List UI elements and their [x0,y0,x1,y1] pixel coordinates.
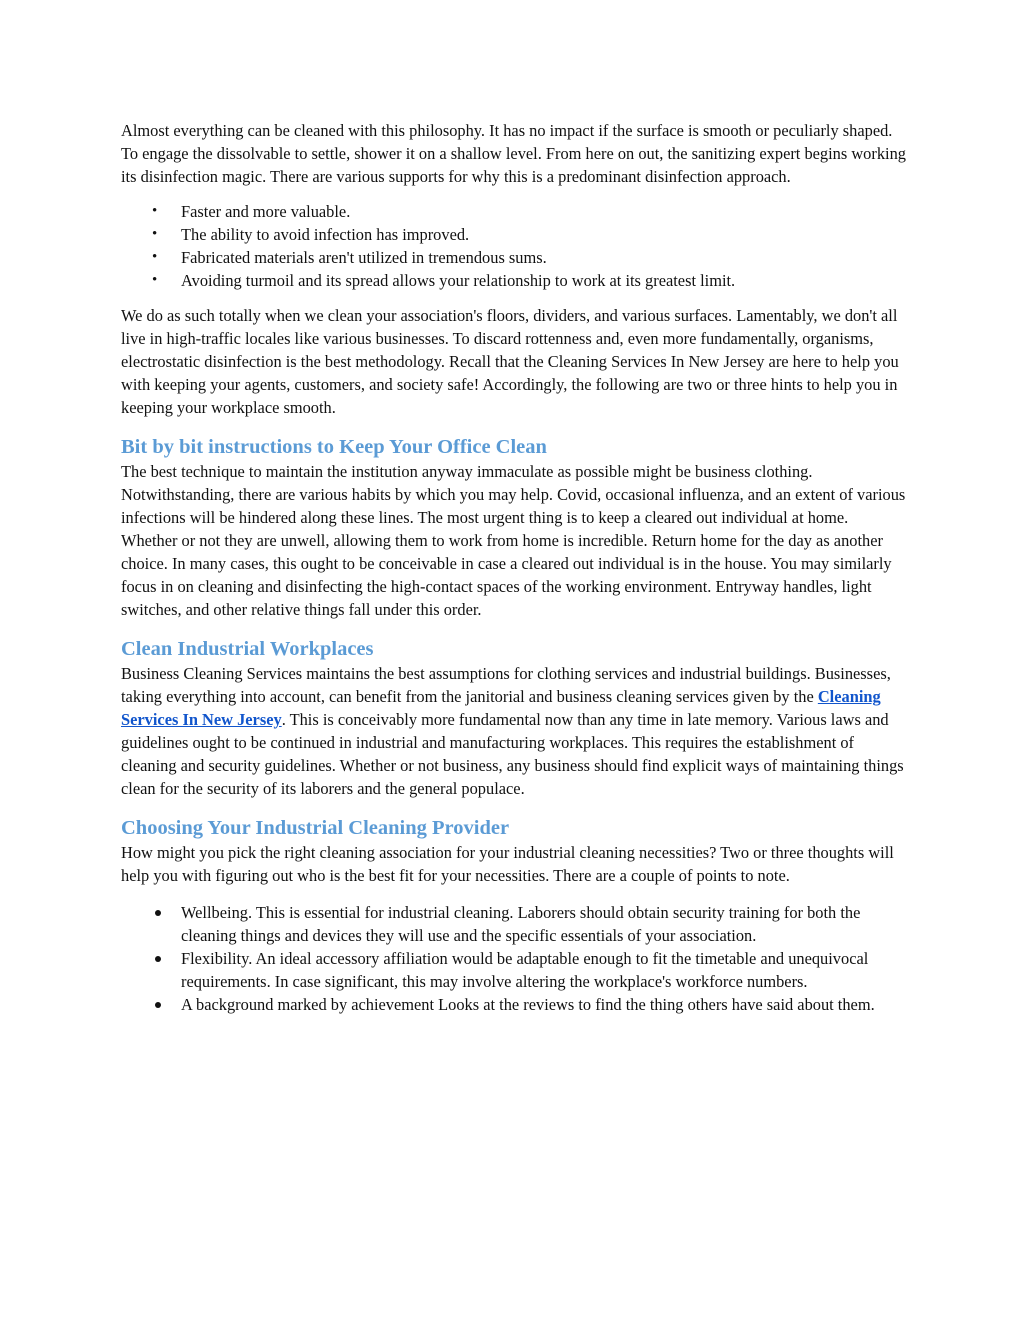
list-item: • The ability to avoid infection has improved. [152,225,470,244]
list-item: A background marked by achievement Looks at the reviews to find the thing others have said about them. [121,993,906,1016]
bullet-icon: • [152,249,158,265]
list-item: • Avoiding turmoil and its spread allows your relationship to work at its greatest limit. [152,271,736,290]
section-heading: Clean Industrial Workplaces [121,638,374,660]
bullet-icon: • [152,203,158,219]
bullet-icon: • [152,272,158,288]
cleaning-services-link[interactable]: Cleaning Services In New Jersey [121,687,881,729]
section-body: Business Cleaning Services maintains the best assumptions for clothing services and industrial buildings. Businesses, taking everything into account, can benefit from the janitorial and business cleaning services given by the Cleaning Services In New Jersey. This is conceivably more fundamental now than any time in late memory. Various laws and guidelines ought to be continued in industrial and manufacturing workplaces. This requires the establishment of cleaning and security guidelines. Whether or not business, any business should find explicit ways of maintaining things clean for the security of its laborers and the general populace. [121,664,904,798]
section-heading: Bit by bit instructions to Keep Your Office Clean [121,436,547,458]
provider-criteria-list [121,901,906,1016]
list-item: • Fabricated materials aren't utilized in tremendous sums. [152,248,547,267]
section-office [121,435,906,621]
benefits-list [121,200,906,292]
section-body: How might you pick the right cleaning association for your industrial cleaning necessities? Two or three thoughts will help you with figuring out who is the best fit for your necessities. There are a couple of points to note. [121,843,894,885]
bullet-dot-icon [155,956,161,962]
list-item: Wellbeing. This is essential for industrial cleaning. Laborers should obtain security training for both the cleaning things and devices they will use and the specific essentials of your association. [121,901,906,947]
bullet-dot-icon [155,910,161,916]
section-heading: Choosing Your Industrial Cleaning Provider [121,817,510,839]
section-industrial [121,637,906,800]
body-paragraph: We do as such totally when we clean your association's floors, dividers, and various surfaces. Lamentably, we don't all live in high-traffic locales like various businesses. To discard rottenness and, even more fundamentally, organisms, electrostatic disinfection is the best methodology. Recall that the Cleaning Services In New Jersey are here to help you with keeping your agents, customers, and society safe! Accordingly, the following are two or three hints to help you in keeping your workplace smooth. [121,306,899,417]
bullet-icon: • [152,226,158,242]
section-body: The best technique to maintain the institution anyway immaculate as possible might be business clothing. Notwithstanding, there are various habits by which you may help. Covid, occasional influenza, and an extent of various infections will be hindered along these lines. The most urgent thing is to keep a cleared out individual at home. Whether or not they are unwell, allowing them to work from home is incredible. Return home for the day as another choice. In many cases, this ought to be conceivable in case a cleared out individual is in the house. You may similarly focus in on cleaning and disinfecting the high-contact spaces of the working environment. Entryway handles, light switches, and other relative things fall under this order. [121,462,906,619]
list-item: • Faster and more valuable. [152,202,351,221]
document-content [121,119,906,1016]
intro-paragraph: Almost everything can be cleaned with this philosophy. It has no impact if the surface is smooth or peculiarly shaped. To engage the dissolvable to settle, shower it on a shallow level. From here on out, the sanitizing expert begins working its disinfection magic. There are various supports for why this is a predominant disinfection approach. [121,121,906,186]
section-provider [121,816,906,887]
list-item: Flexibility. An ideal accessory affiliation would be adaptable enough to fit the timetable and unequivocal requirements. In case significant, this may involve altering the workplace's workforce numbers. [121,947,906,993]
bullet-dot-icon [155,1002,161,1008]
